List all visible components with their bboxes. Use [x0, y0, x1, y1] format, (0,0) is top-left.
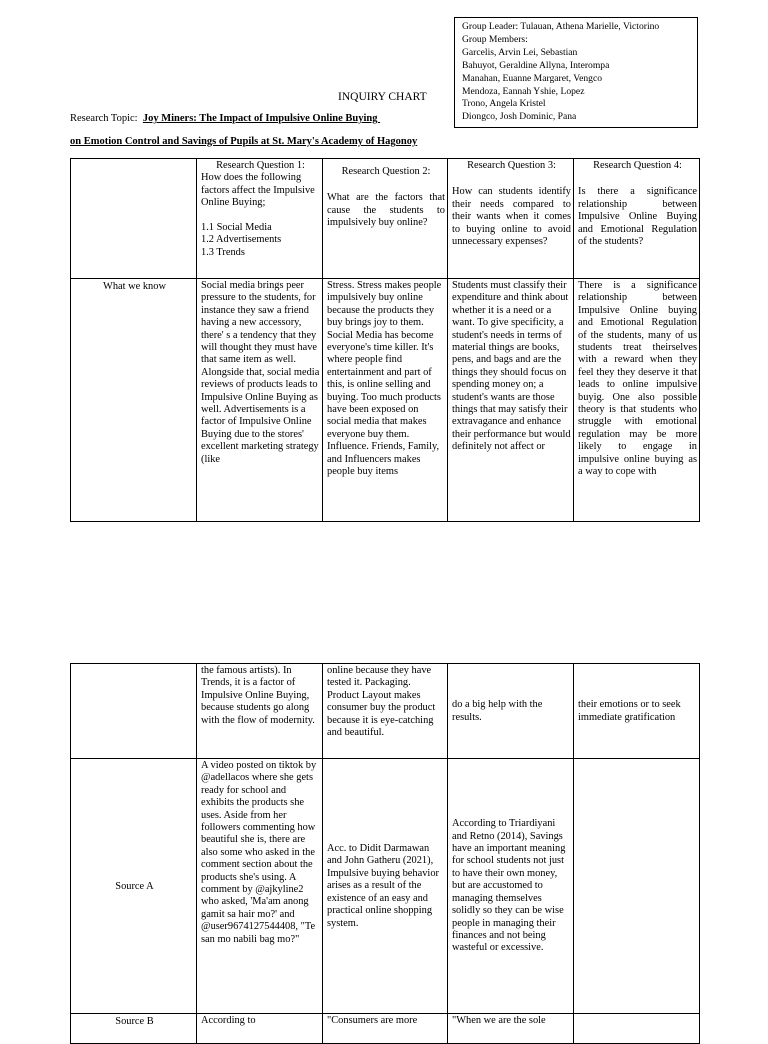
header-empty-cell — [71, 159, 197, 279]
research-topic-line2 — [70, 136, 417, 147]
group-line: Garcelis, Arvin Lei, Sebastian — [462, 46, 578, 58]
rq3-title: Research Question 3: — [467, 160, 556, 171]
rq3-body: How can students identify their needs compared to their wants when it comes to buying online to avoid unnecessary expenses? — [452, 186, 571, 248]
group-line: Mendoza, Eannah Yshie, Lopez — [462, 85, 585, 97]
source-b-cell-q3: "When we are the sole — [448, 1014, 574, 1044]
rq2-title: Research Question 2: — [341, 166, 431, 177]
source-b-cell-q1: According to — [197, 1014, 323, 1044]
source-b-cell-q4 — [574, 1014, 700, 1044]
research-question-4-cell — [574, 159, 700, 279]
source-a-cell-q1: A video posted on tiktok by @adellacos where she gets ready for school and exhibits the products she uses. Aside from her followers commenting how beautiful she is, there are also some who asked in the comment section about the products she's using. A comment by @ajkyline2 who asked, 'Ma'am anong gamit sa hair mo?' and @user9674127544408, "Te san mo nabili bag mo?" — [197, 759, 323, 1014]
source-a-cell-q2: Acc. to Didit Darmawan and John Gatheru (2021), Impulsive buying behavior arises as a result of the existence of an easy and practical online shopping system. — [323, 759, 448, 1014]
source-a-cell-q3: According to Triardiyani and Retno (2014), Savings have an important meaning for school students not just to have their own money, but are accustomed to managing themselves solidly so they can be wise people in managing their finances and not being wasteful or excessive. — [448, 759, 574, 1014]
cont-cell-q1: the famous artists). In Trends, it is a factor of Impulsive Online Buying, because students go along with the flow of modernity. — [197, 664, 323, 759]
research-question-3-cell — [448, 159, 574, 279]
source-a-row — [71, 759, 700, 1014]
what-we-know-row — [71, 279, 700, 522]
group-line: Diongco, Josh Dominic, Pana — [462, 111, 577, 123]
row-label-what-we-know: What we know — [71, 279, 197, 522]
group-line: Bahuyot, Geraldine Allyna, Interompa — [462, 59, 610, 71]
row-label-source-a: Source A — [71, 759, 197, 1014]
inquiry-table-page1 — [70, 158, 700, 522]
source-b-cell-q2: "Consumers are more — [323, 1014, 448, 1044]
know-cell-q2: Stress. Stress makes people impulsively buy online because the products they buy brings joy to them. Social Media has become everyone's time killer. It's where people find entertainment and part of this, is online selling and buying. Too much products have been exposed on social media that makes everyone buy them. Influence. Friends, Family, and Influencers makes people buy items — [323, 279, 448, 522]
group-line: Group Leader: Tulauan, Athena Marielle, Victorino — [462, 21, 660, 32]
cont-cell-q3: do a big help with the results. — [448, 664, 574, 759]
row-label-source-b: Source B — [71, 1014, 197, 1044]
rq4-title: Research Question 4: — [593, 160, 682, 171]
source-b-row — [71, 1014, 700, 1044]
continuation-empty-cell — [71, 664, 197, 759]
rq1-title: Research Question 1: — [216, 160, 305, 171]
group-members-box — [454, 17, 698, 128]
research-question-1-cell — [197, 159, 323, 279]
research-topic — [70, 113, 380, 124]
source-a-cell-q4 — [574, 759, 700, 1014]
research-question-2-cell — [323, 159, 448, 279]
continuation-row — [71, 664, 700, 759]
group-line: Group Members: — [462, 33, 528, 45]
research-topic-title-line1: Joy Miners: The Impact of Impulsive Online Buying — [142, 113, 381, 124]
group-line: Manahan, Euanne Margaret, Vengco — [462, 72, 603, 84]
research-topic-prefix: Research Topic: — [70, 113, 143, 124]
group-line: Trono, Angela Kristel — [462, 98, 546, 110]
know-cell-q4: There is a significance relationship between Impulsive Online buying and Emotional Regulation of the students, many of us students treat theirselves with a reward when they feel they they deserve it that leads to online impulsive buyig. One also possible theory is that students who struggle with emotional regulation may be more likely to engage in impulsive online buying as a way to cope with — [574, 279, 700, 522]
research-topic-title-line2: on Emotion Control and Savings of Pupils at St. Mary's Academy of Hagonoy — [70, 136, 418, 147]
rq4-body: Is there a significance relationship between Impulsive Online Buying and Emotional Regulation of the students? — [578, 186, 697, 248]
cont-cell-q2: online because they have tested it. Packaging. Product Layout makes consumer buy the product because it is eye-catching and beautiful. — [323, 664, 448, 759]
page-title: INQUIRY CHART — [338, 91, 427, 103]
rq1-body: How does the following factors affect the Impulsive Online Buying; 1.1 Social Media 1.2 Advertisements 1.3 Trends — [201, 172, 315, 258]
rq2-body: What are the factors that cause the students to impulsively buy online? — [327, 192, 445, 229]
inquiry-table-page2 — [70, 663, 700, 1044]
know-cell-q3: Students must classify their expenditure and think about whether it is a need or a want. To give specificity, a student's needs in terms of material things are books, pens, and bags and are the things they should focus on spending money on; a student's wants are those things that may satisfy their extravagance and enhance their performance but would definitely not affect or — [448, 279, 574, 522]
cont-cell-q4: their emotions or to seek immediate gratification — [574, 664, 700, 759]
table-header-row — [71, 159, 700, 279]
know-cell-q1: Social media brings peer pressure to the students, for instance they saw a friend having a new accessory, there' s a tendency that they will thought they must have that same item as well. Alongside that, social media reviews of products leads to Impulsive Online Buying as well. Advertisements is a factor of Impulsive Online Buying due to the stores' excellent marketing strategy (like — [197, 279, 323, 522]
